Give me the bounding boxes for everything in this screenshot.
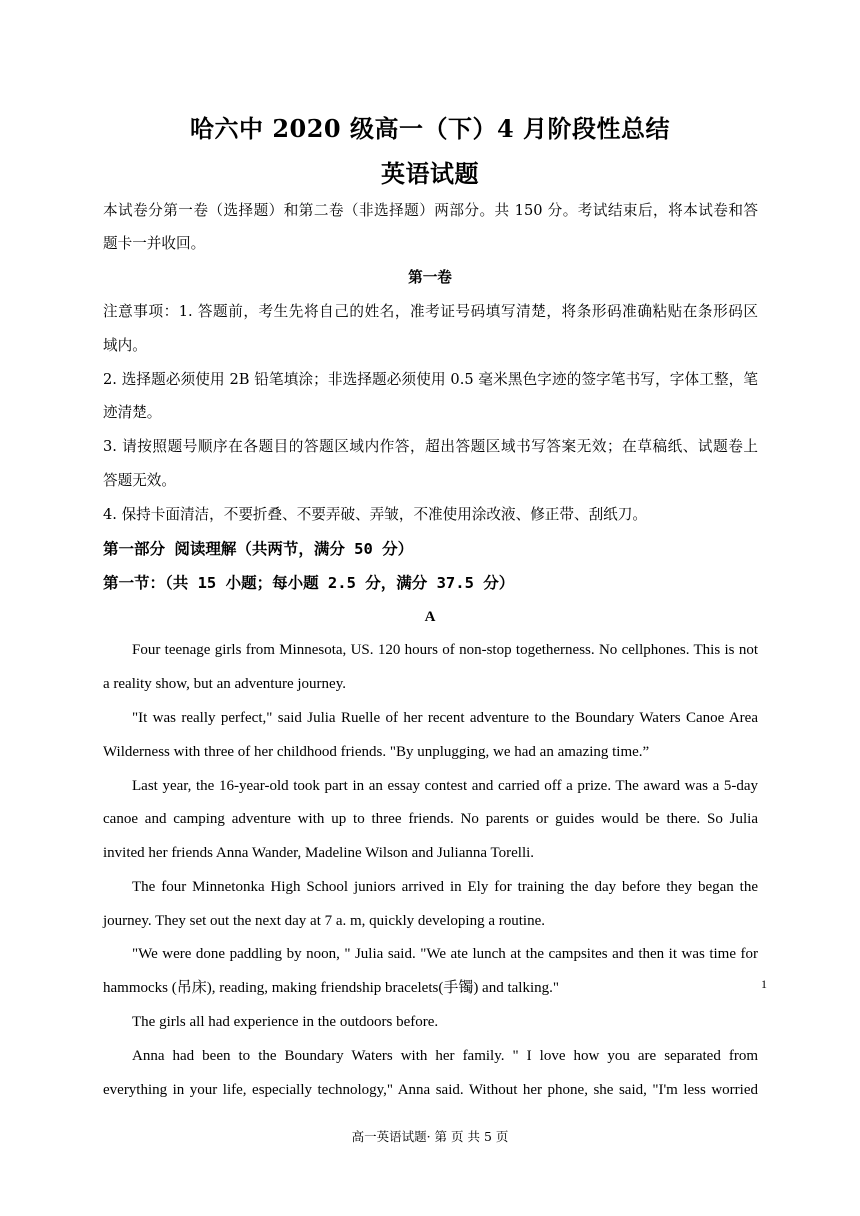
para-5-line-1: "We were done paddling by noon, " Julia said. "We ate lunch at the campsites and then it was time for	[132, 946, 758, 962]
para-2-line-2: Wilderness with three of her childhood friends. "By unplugging, we had an amazing time.”	[103, 744, 650, 760]
para-7-line-2: everything in your life, especially technology," Anna said. Without her phone, she said, "I'm less worried	[103, 1082, 758, 1098]
para-6: The girls all had experience in the outdoors before.	[132, 1014, 439, 1030]
para-7-line-1: Anna had been to the Boundary Waters with her family. " I love how you are separated from	[132, 1048, 758, 1064]
exam-subtitle: 英语试题	[381, 159, 479, 188]
part-heading: 第一部分 阅读理解（共两节，满分 50 分）	[103, 540, 414, 558]
notice-3-line-2: 答题无效。	[103, 472, 176, 489]
notice-1-line-1: 注意事项：1. 答题前，考生先将自己的姓名，准考证号码填写清楚，将条形码准确粘贴在条形码区	[103, 303, 758, 320]
section-heading: 第一节：（共 15 小题；每小题 2.5 分，满分 37.5 分）	[103, 574, 515, 592]
margin-page-number: 1	[761, 977, 767, 991]
notice-2-line-2: 迹清楚。	[103, 404, 162, 421]
para-4-line-1: The four Minnetonka High School juniors arrived in Ely for training the day before they began the	[132, 879, 758, 895]
volume-heading: 第一卷	[408, 269, 452, 286]
para-5-line-2: hammocks (吊床), reading, making friendship bracelets(手镯) and talking."	[103, 980, 559, 996]
para-3-line-2: canoe and camping adventure with up to three friends. No parents or guides would be there. So Julia	[103, 811, 758, 827]
para-4-line-2: journey. They set out the next day at 7 a. m, quickly developing a routine.	[103, 913, 545, 929]
para-3-line-1: Last year, the 16-year-old took part in an essay contest and carried off a prize. The award was a 5-day	[132, 778, 758, 794]
intro-line-2: 题卡一并收回。	[103, 235, 206, 252]
para-2-line-1: "It was really perfect," said Julia Ruelle of her recent adventure to the Boundary Waters Canoe Area	[132, 710, 758, 726]
page-footer: 高一英语试题· 第 页 共 5 页	[351, 1129, 509, 1144]
notice-3-line-1: 3. 请按照题号顺序在各题目的答题区域内作答，超出答题区域书写答案无效；在草稿纸、试题卷上	[103, 438, 758, 455]
notice-2-line-1: 2. 选择题必须使用 2B 铅笔填涂；非选择题必须使用 0.5 毫米黑色字迹的签字笔书写，字体工整，笔	[103, 371, 758, 388]
exam-title: 哈六中 2020 级高一（下）4 月阶段性总结	[189, 114, 671, 143]
para-1-line-1: Four teenage girls from Minnesota, US. 120 hours of non-stop togetherness. No cellphones. This is not	[132, 642, 758, 658]
para-3-line-3: invited her friends Anna Wander, Madeline Wilson and Julianna Torelli.	[103, 845, 535, 861]
passage-label: A	[424, 609, 436, 625]
para-1-line-2: a reality show, but an adventure journey.	[103, 676, 346, 692]
intro-line-1: 本试卷分第一卷（选择题）和第二卷（非选择题）两部分。共 150 分。考试结束后，将本试卷和答	[103, 202, 758, 219]
notice-4: 4. 保持卡面清洁，不要折叠、不要弄破、弄皱，不准使用涂改液、修正带、刮纸刀。	[103, 506, 647, 523]
notice-1-line-2: 域内。	[103, 337, 147, 354]
